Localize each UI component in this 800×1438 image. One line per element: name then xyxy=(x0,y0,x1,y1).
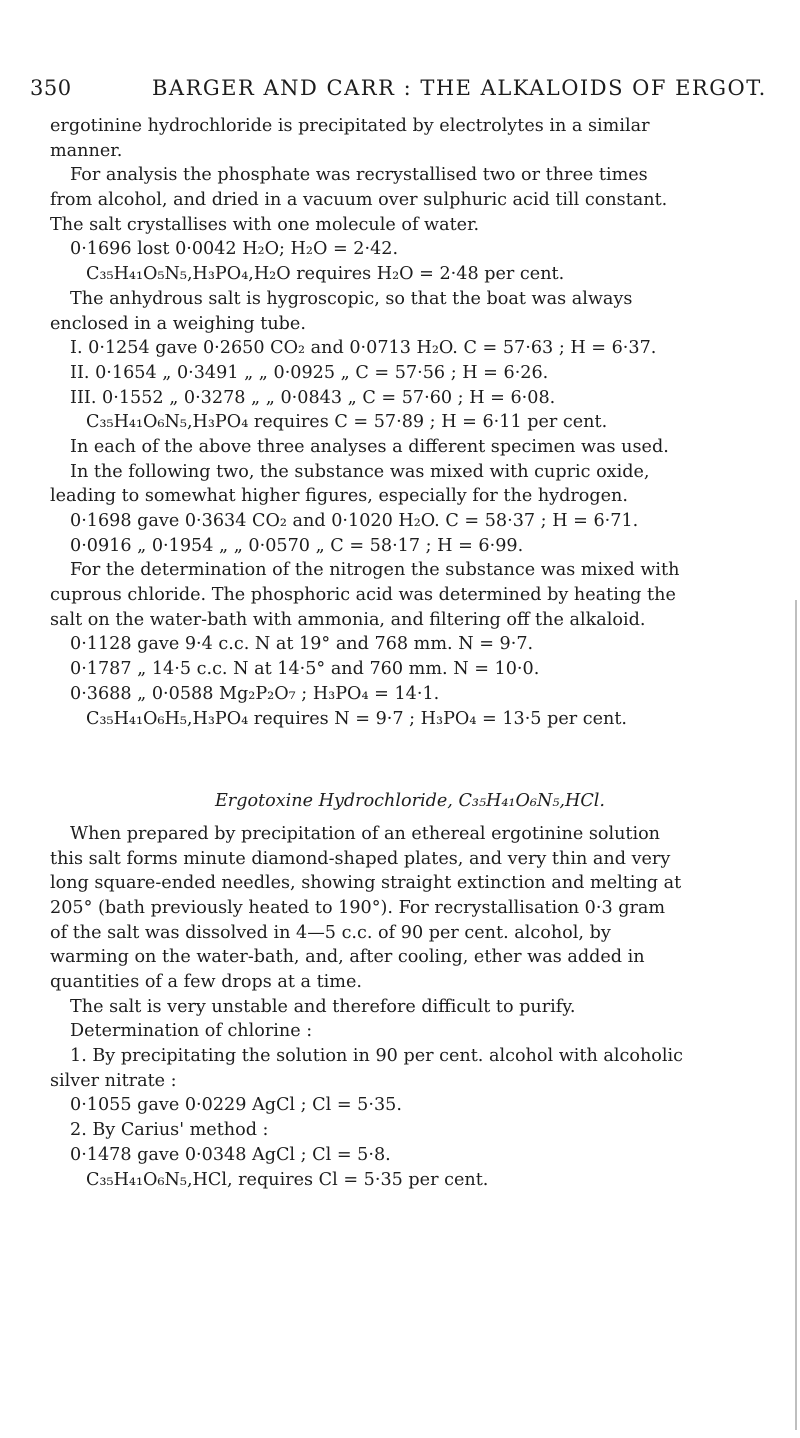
text-line: Determination of chlorine : xyxy=(70,1021,313,1042)
text-line: leading to somewhat higher figures, especially for the hydrogen. xyxy=(50,486,628,507)
text-line: For analysis the phosphate was recrystallised two or three times xyxy=(70,165,648,186)
text-line: 0·1698 gave 0·3634 CO₂ and 0·1020 H₂O. C = 58·37 ; H = 6·71. xyxy=(70,511,639,531)
text-line: this salt forms minute diamond-shaped plates, and very thin and very xyxy=(50,848,671,869)
text-line: The salt is very unstable and therefore difficult to purify. xyxy=(70,996,576,1017)
text-line: warming on the water-bath, and, after cooling, ether was added in xyxy=(50,947,645,968)
text-line: manner. xyxy=(50,140,123,161)
text-block-phosphate xyxy=(50,114,770,731)
text-line: For the determination of the nitrogen the substance was mixed with xyxy=(70,560,680,581)
text-line: long square-ended needles, showing straight extinction and melting at xyxy=(50,873,682,894)
page-number: 350 xyxy=(30,76,72,100)
text-line: 205° (bath previously heated to 190°). For recrystallisation 0·3 gram xyxy=(50,897,666,918)
text-line: C₃₅H₄₁O₆N₅,HCl, requires Cl = 5·35 per cent. xyxy=(86,1169,489,1190)
text-line: C₃₅H₄₁O₆N₅,H₃PO₄ requires C = 57·89 ; H = 6·11 per cent. xyxy=(86,412,608,433)
text-line: In the following two, the substance was mixed with cupric oxide, xyxy=(70,461,650,482)
text-line: III. 0·1552 „ 0·3278 „ „ 0·0843 „ C = 57·60 ; H = 6·08. xyxy=(70,387,556,408)
text-line: The anhydrous salt is hygroscopic, so that the boat was always xyxy=(70,288,633,309)
text-block-hydrochloride xyxy=(50,822,770,1192)
text-line: When prepared by precipitation of an ethereal ergotinine solution xyxy=(70,823,661,844)
text-line: 0·1128 gave 9·4 c.c. N at 19° and 768 mm. N = 9·7. xyxy=(70,634,534,655)
text-line: 0·1787 „ 14·5 c.c. N at 14·5° and 760 mm. N = 10·0. xyxy=(70,659,540,680)
text-line: C₃₅H₄₁O₆H₅,H₃PO₄ requires N = 9·7 ; H₃PO₄ = 13·5 per cent. xyxy=(86,708,628,729)
body-text xyxy=(50,114,770,1192)
text-line: C₃₅H₄₁O₅N₅,H₃PO₄,H₂O requires H₂O = 2·48 per cent. xyxy=(86,264,565,285)
text-line: 0·3688 „ 0·0588 Mg₂P₂O₇ ; H₃PO₄ = 14·1. xyxy=(70,683,440,704)
text-line: from alcohol, and dried in a vacuum over sulphuric acid till constant. xyxy=(50,190,668,211)
text-line: 0·1055 gave 0·0229 AgCl ; Cl = 5·35. xyxy=(70,1095,402,1116)
page-header xyxy=(30,76,770,110)
text-line: ergotinine hydrochloride is precipitated by electrolytes in a similar xyxy=(50,116,650,136)
text-line: enclosed in a weighing tube. xyxy=(50,313,306,334)
text-line: quantities of a few drops at a time. xyxy=(50,972,362,993)
text-line: II. 0·1654 „ 0·3491 „ „ 0·0925 „ C = 57·56 ; H = 6·26. xyxy=(70,362,549,383)
running-title: BARGER AND CARR : THE ALKALOIDS OF ERGOT. xyxy=(152,76,767,100)
text-line: In each of the above three analyses a different specimen was used. xyxy=(70,436,669,457)
text-line: 0·1478 gave 0·0348 AgCl ; Cl = 5·8. xyxy=(70,1144,391,1165)
text-line: cuprous chloride. The phosphoric acid was determined by heating the xyxy=(50,585,676,606)
text-line: 1. By precipitating the solution in 90 per cent. alcohol with alcoholic xyxy=(70,1046,683,1067)
page-edge-shadow xyxy=(795,600,797,1430)
text-line: The salt crystallises with one molecule of water. xyxy=(50,214,480,235)
text-line: salt on the water-bath with ammonia, and filtering off the alkaloid. xyxy=(50,609,646,630)
text-line: 0·1696 lost 0·0042 H₂O; H₂O = 2·42. xyxy=(70,239,399,260)
text-line: 0·0916 „ 0·1954 „ „ 0·0570 „ C = 58·17 ; H = 6·99. xyxy=(70,535,524,556)
section-heading: Ergotoxine Hydrochloride, C₃₅H₄₁O₆N₅,HCl. xyxy=(214,791,606,812)
text-line: 2. By Carius' method : xyxy=(70,1120,269,1141)
text-line: silver nitrate : xyxy=(50,1070,177,1091)
text-line: of the salt was dissolved in 4—5 c.c. of 90 per cent. alcohol, by xyxy=(50,922,611,943)
text-line: I. 0·1254 gave 0·2650 CO₂ and 0·0713 H₂O. C = 57·63 ; H = 6·37. xyxy=(70,338,657,359)
section-spacer xyxy=(50,731,770,789)
